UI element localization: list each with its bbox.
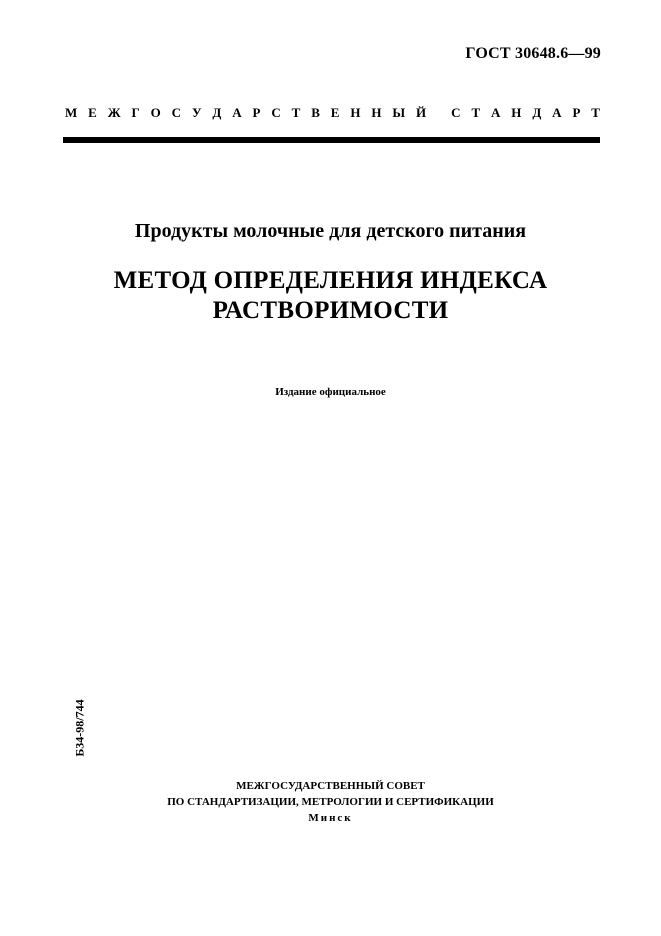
standard-type-letter: Е [88, 105, 97, 120]
standard-type-heading [65, 105, 600, 121]
standard-type-letter: Н [350, 105, 361, 120]
standard-type-letter: Н [511, 105, 522, 120]
standard-type-letter: В [311, 105, 320, 120]
standard-type-word-gap [437, 105, 440, 121]
document-title [0, 266, 661, 326]
standard-type-letter: Е [330, 105, 340, 120]
standard-type-letter: Г [131, 105, 140, 120]
standard-type-letter: Й [416, 105, 427, 120]
standard-type-letter: У [191, 105, 202, 120]
standard-type-letter: Д [212, 105, 222, 120]
publisher-line-2: ПО СТАНДАРТИЗАЦИИ, МЕТРОЛОГИИ И СЕРТИФИКАЦИИ [167, 796, 494, 808]
document-subtitle: Продукты молочные для детского питания [134, 220, 527, 242]
standard-type-letter: Р [252, 105, 261, 120]
standard-type-letter: А [552, 105, 562, 120]
header-rule [63, 137, 600, 143]
document-title-line-2: РАСТВОРИМОСТИ [212, 297, 449, 324]
standard-type-letter: С [271, 105, 281, 120]
standard-type-letter: Ы [392, 105, 406, 120]
standard-type-letter: Т [471, 105, 481, 120]
standard-type-letter: С [171, 105, 182, 120]
document-title-line-1: МЕТОД ОПРЕДЕЛЕНИЯ ИНДЕКСА [113, 267, 548, 294]
standard-type-letter: Д [532, 105, 542, 120]
side-catalog-code: Б34-98/744 [72, 699, 87, 757]
publisher-block [0, 778, 661, 826]
standard-type-letter: М [65, 105, 78, 120]
edition-note: Издание официальное [275, 386, 386, 398]
standard-type-letter: Р [572, 105, 581, 120]
standard-type-letter: О [150, 105, 161, 120]
standard-type-letter: Ж [107, 105, 121, 120]
publisher-line-1: МЕЖГОСУДАРСТВЕННЫЙ СОВЕТ [236, 780, 425, 792]
standard-type-letter: С [451, 105, 461, 120]
standard-type-letter: Т [591, 105, 600, 120]
standard-type-letter: А [232, 105, 242, 120]
standard-type-letter: Н [371, 105, 382, 120]
publisher-city: Минск [308, 812, 353, 824]
standard-type-letter: Т [291, 105, 301, 120]
document-number: ГОСТ 30648.6—99 [465, 45, 601, 62]
standard-type-letter: А [491, 105, 501, 120]
